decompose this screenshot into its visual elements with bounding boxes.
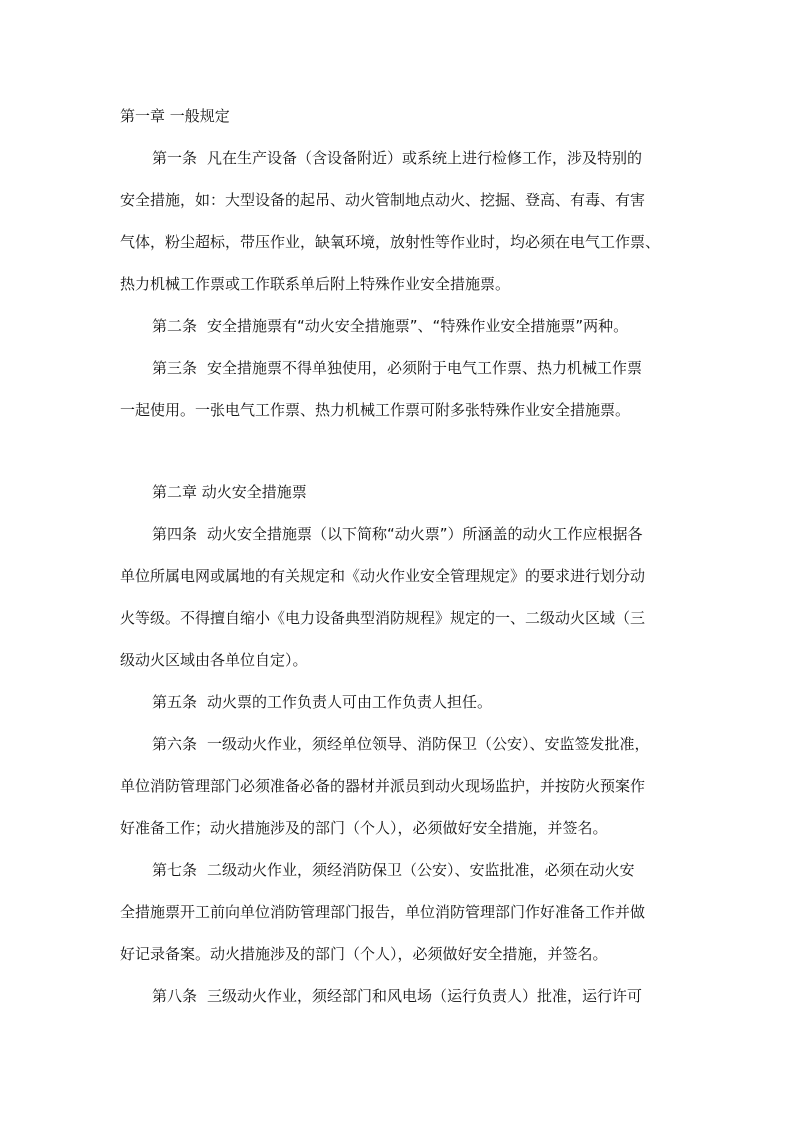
article-4-text-1: 动火安全措施票（以下简称“动火票”）所涵盖的动火工作应根据各 bbox=[207, 525, 643, 543]
article-7-label: 第七条 bbox=[152, 861, 198, 879]
article-2-line-1 bbox=[152, 316, 680, 336]
article-3-label: 第三条 bbox=[152, 359, 198, 377]
article-4-line-4: 级动火区域由各单位自定）。 bbox=[120, 651, 308, 669]
article-5-label: 第五条 bbox=[152, 693, 198, 711]
article-6-line-2: 单位消防管理部门必须准备必备的器材并派员到动火现场监护，并按防火预案作 bbox=[120, 777, 646, 795]
article-2-label: 第二条 bbox=[152, 317, 198, 335]
article-1-line-1 bbox=[152, 148, 680, 168]
article-3-text-1: 安全措施票不得单独使用，必须附于电气工作票、热力机械工作票 bbox=[207, 359, 643, 377]
article-4-line-2: 单位所属电网或属地的有关规定和《动火作业安全管理规定》的要求进行划分动 bbox=[120, 567, 646, 585]
article-1-line-3: 气体，粉尘超标，带压作业，缺氧环境，放射性等作业时，均必须在电气工作票、 bbox=[120, 233, 661, 251]
article-8-text-1: 三级动火作业，须经部门和风电场（运行负责人）批准，运行许可 bbox=[207, 987, 643, 1005]
article-8-label: 第八条 bbox=[152, 987, 198, 1005]
article-6-line-3: 好准备工作；动火措施涉及的部门（个人），必须做好安全措施，并签名。 bbox=[120, 819, 608, 837]
article-3-line-1 bbox=[152, 358, 680, 378]
article-6-line-1 bbox=[152, 734, 680, 754]
article-4-line-1 bbox=[152, 524, 680, 544]
chapter-2-heading: 第二章 动火安全措施票 bbox=[152, 483, 307, 501]
article-4-label: 第四条 bbox=[152, 525, 198, 543]
chapter-1-heading: 第一章 一般规定 bbox=[120, 107, 230, 125]
article-7-text-1: 二级动火作业，须经消防保卫（公安）、安监批准，必须在动火安 bbox=[207, 861, 635, 879]
article-1-line-2: 安全措施，如：大型设备的起吊、动火管制地点动火、挖掘、登高、有毒、有害 bbox=[120, 191, 646, 209]
article-6-label: 第六条 bbox=[152, 735, 198, 753]
article-8-line-1 bbox=[152, 986, 680, 1006]
article-1-line-4: 热力机械工作票或工作联系单后附上特殊作业安全措施票。 bbox=[120, 275, 511, 293]
article-7-line-3: 好记录备案。动火措施涉及的部门（个人），必须做好安全措施，并签名。 bbox=[120, 945, 608, 963]
article-4-line-3: 火等级。不得擅自缩小《电力设备典型消防规程》规定的一、二级动火区域（三 bbox=[120, 609, 646, 627]
article-5-text-1: 动火票的工作负责人可由工作负责人担任。 bbox=[207, 693, 493, 711]
article-2-text-1: 安全措施票有“动火安全措施票”、“特殊作业安全措施票”两种。 bbox=[207, 317, 629, 335]
article-1-label: 第一条 bbox=[152, 149, 198, 167]
article-3-line-2: 一起使用。一张电气工作票、热力机械工作票可附多张特殊作业安全措施票。 bbox=[120, 401, 631, 419]
article-7-line-1 bbox=[152, 860, 680, 880]
article-6-text-1: 一级动火作业，须经单位领导、消防保卫（公安）、安监签发批准， bbox=[207, 735, 650, 753]
article-5-line-1 bbox=[152, 692, 680, 712]
article-7-line-2: 全措施票开工前向单位消防管理部门报告，单位消防管理部门作好准备工作并做 bbox=[120, 903, 646, 921]
article-1-text-1: 凡在生产设备（含设备附近）或系统上进行检修工作，涉及特别的 bbox=[207, 149, 643, 167]
